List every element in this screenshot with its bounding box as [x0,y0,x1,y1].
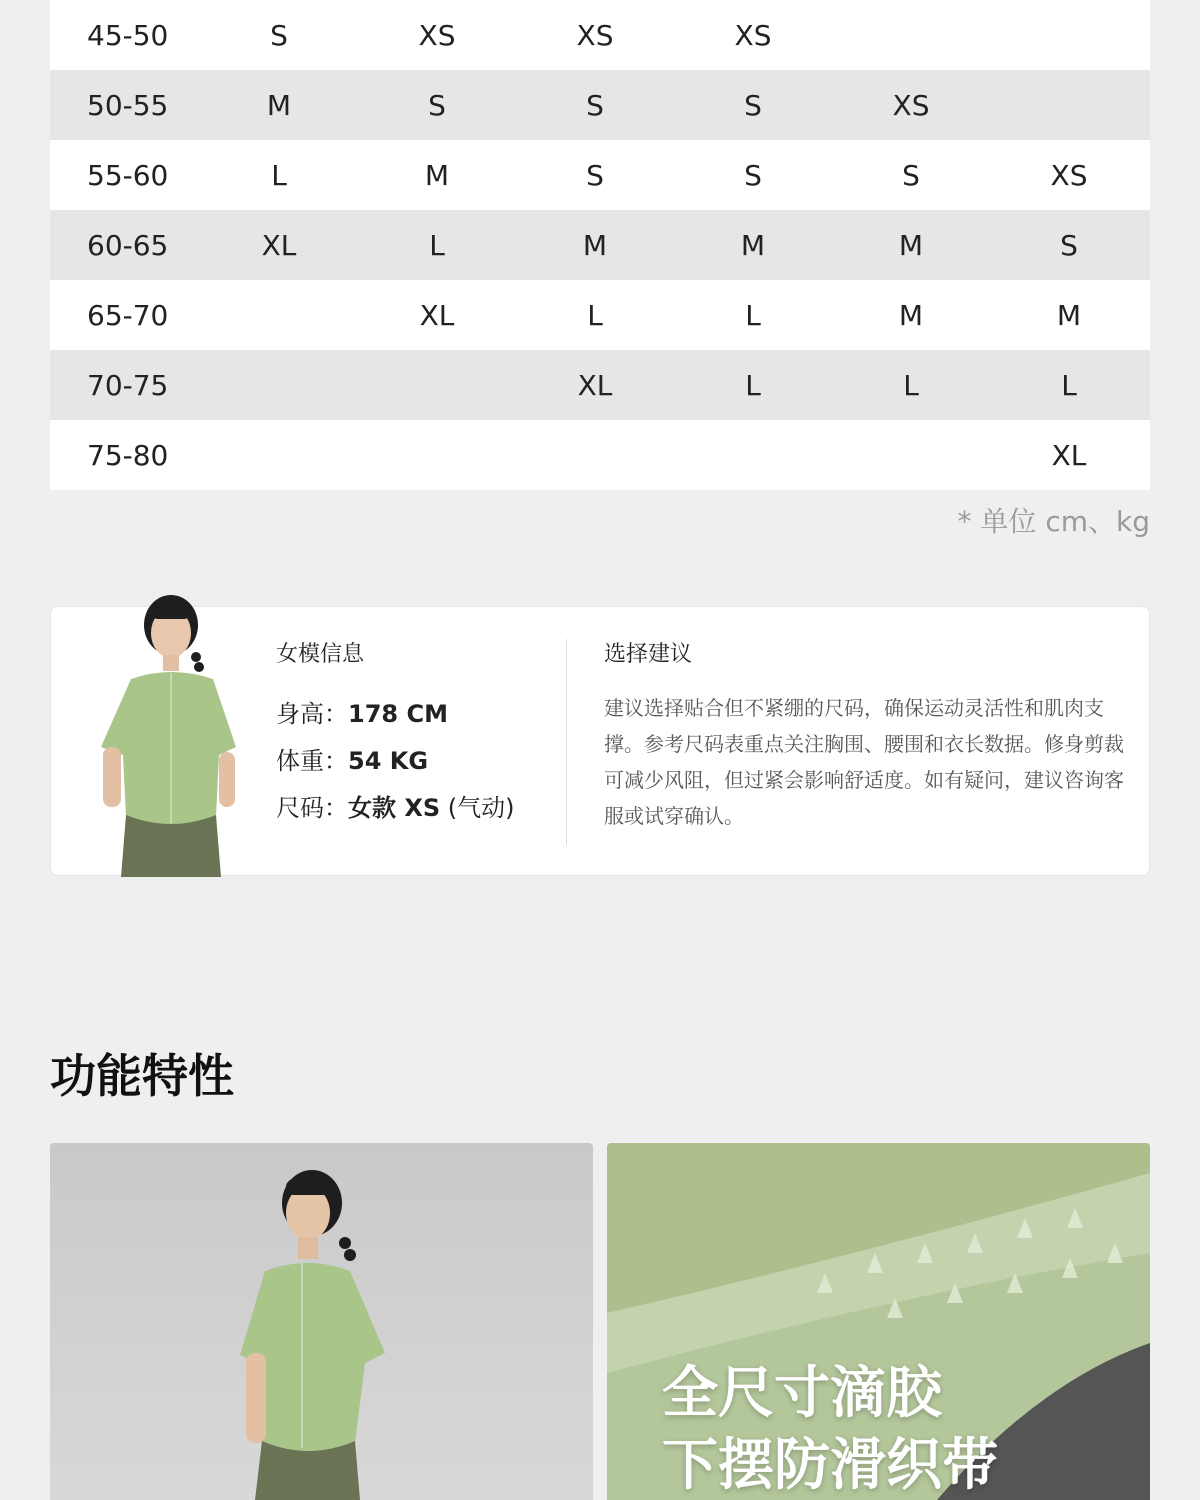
feature-photo-model [50,1143,593,1500]
overlay-line-2: 下摆防滑织带 [662,1433,998,1498]
table-row [50,140,1150,210]
table-cell-size: XL [577,368,613,402]
model-height: 身高：178 CM [276,700,448,728]
table-cell-size: S [428,88,446,122]
table-cell-size: L [587,298,603,332]
table-cell-size: M [1056,298,1082,332]
table-cell-size: S [586,158,604,192]
table-cell-size: XS [734,18,772,52]
table-cell-size: L [745,298,761,332]
table-cell-size: L [429,228,445,262]
table-cell-range: 60-65 [87,228,169,262]
features-title: 功能特性 [50,1049,234,1103]
table-cell-range: 55-60 [87,158,169,192]
table-cell-range: 50-55 [87,88,169,122]
table-row [50,350,1150,420]
table-cell-size: S [902,158,920,192]
table-cell-size: XL [1051,438,1087,472]
table-cell-range: 65-70 [87,298,169,332]
advice-block [604,637,1124,834]
table-cell-size: XS [892,88,930,122]
table-cell-size: S [744,158,762,192]
overlay-line-1: 全尺寸滴胶 [662,1361,942,1426]
model-size: 尺码：女款 XS (气动) [276,794,515,822]
table-cell-size: XL [261,228,297,262]
card-divider [566,639,567,845]
table-cell-size: M [898,228,924,262]
table-cell-range: 45-50 [87,18,169,52]
table-cell-range: 70-75 [87,368,169,402]
table-cell-range: 75-80 [87,438,169,472]
unit-note: * 单位 cm、kg [957,505,1150,538]
advice-title: 选择建议 [604,642,693,667]
table-cell-size: M [582,228,608,262]
table-cell-size: S [1060,228,1078,262]
table-cell-size: M [266,88,292,122]
size-table [50,0,1150,490]
feature-photo-fabric [607,1143,1150,1500]
model-info-title: 女模信息 [276,642,365,667]
table-cell-size: L [903,368,919,402]
table-cell-size: S [270,18,288,52]
table-row [50,280,1150,350]
model-info-card [50,606,1150,876]
model-photo [91,587,241,877]
table-cell-size: XL [419,298,455,332]
table-cell-size: L [271,158,287,192]
table-cell-size: XS [1050,158,1088,192]
feature-overlay-text [662,1358,998,1500]
table-cell-size: L [745,368,761,402]
table-cell-size: M [424,158,450,192]
table-cell-size: XS [418,18,456,52]
table-cell-size: XS [576,18,614,52]
table-row [50,420,1150,490]
model-weight: 体重：54 KG [276,747,429,775]
model-info-block [276,637,515,835]
advice-text: 建议选择贴合但不紧绷的尺码，确保运动灵活性和肌肉支撑。参考尺码表重点关注胸围、腰围和衣长数据。修身剪裁可减少风阻，但过紧会影响舒适度。如有疑问，建议咨询客服或试穿确认。 [604,696,1124,828]
table-cell-size: L [1061,368,1077,402]
table-row [50,210,1150,280]
table-cell-size: S [744,88,762,122]
table-cell-size: S [586,88,604,122]
table-row [50,70,1150,140]
table-cell-size: M [740,228,766,262]
table-cell-size: M [898,298,924,332]
table-row [50,0,1150,70]
